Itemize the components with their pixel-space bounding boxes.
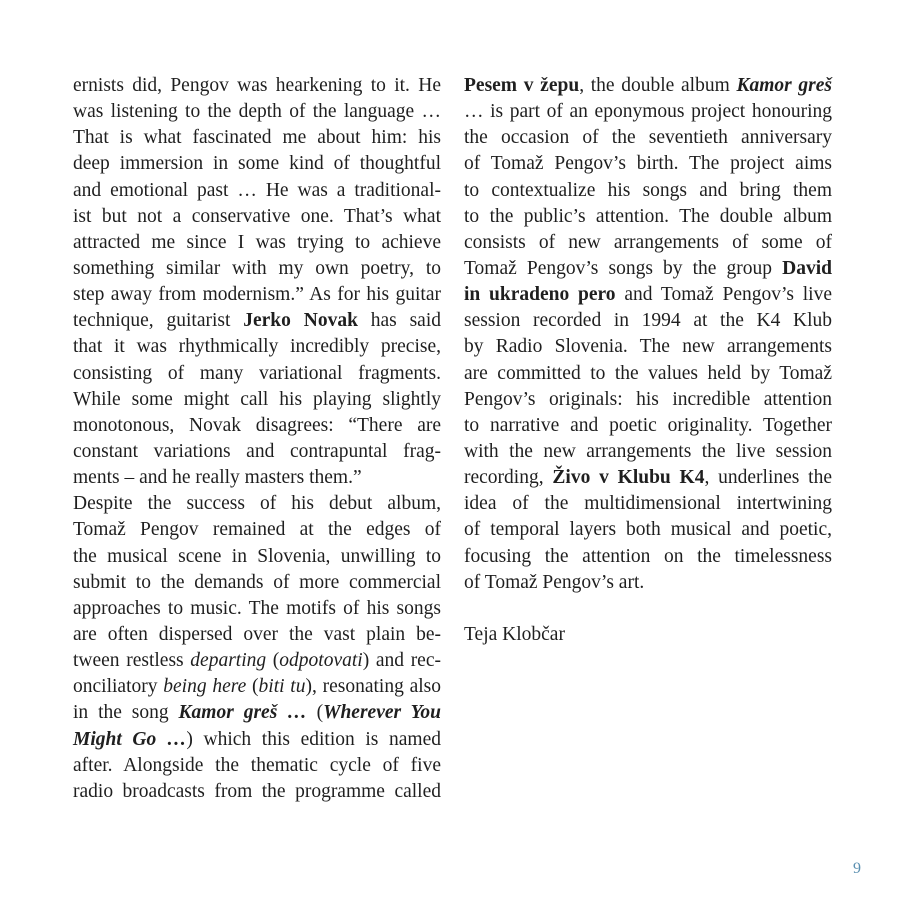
italic-term: being here: [163, 676, 247, 698]
text-run: That is what fascinated me about him: his: [73, 127, 441, 149]
text-run: of temporal layers both musical and poetic,: [464, 519, 832, 541]
right-text-column: [464, 73, 832, 648]
text-line: [73, 230, 441, 256]
text-line: [73, 570, 441, 596]
text-run: by Radio Slovenia. The new arrangements: [464, 336, 832, 358]
text-line: [464, 230, 832, 256]
text-line: [464, 99, 832, 125]
text-run: approaches to music. The motifs of his songs: [73, 597, 441, 619]
italic-term: biti tu: [258, 676, 306, 698]
text-line: [464, 308, 832, 334]
author-signature: [464, 622, 832, 648]
left-text-column: [73, 73, 441, 805]
text-run: recording,: [464, 467, 553, 489]
text-run: something similar with my own poetry, to: [73, 257, 441, 279]
text-run: with the new arrangements the live session: [464, 440, 832, 462]
text-line: [73, 361, 441, 387]
text-run: of Tomaž Pengov’s art.: [464, 571, 645, 593]
text-run: onciliatory: [73, 676, 164, 698]
text-run: consisting of many variational fragments.: [73, 362, 441, 384]
text-line: [464, 439, 832, 465]
blank-line: [464, 596, 832, 622]
text-run: submit to the demands of more commercial: [73, 571, 441, 593]
text-run: was listening to the depth of the language …: [73, 101, 441, 123]
text-line: [73, 282, 441, 308]
text-run: ist but not a conservative one. That’s what: [73, 205, 441, 227]
text-line: [73, 544, 441, 570]
text-line: [464, 544, 832, 570]
bold-name: David: [782, 257, 832, 279]
bold-name: in ukradeno pero: [464, 284, 616, 306]
text-run: session recorded in 1994 at the K4 Klub: [464, 310, 832, 332]
text-line: [73, 387, 441, 413]
italic-term: departing: [190, 650, 267, 672]
text-line: [464, 73, 832, 99]
text-line: [464, 282, 832, 308]
text-run: Tomaž Pengov’s songs by the group: [464, 257, 783, 279]
text-run: (: [306, 702, 324, 724]
text-run: Pengov’s originals: his incredible attention: [464, 388, 832, 410]
text-line: [73, 308, 441, 334]
text-run: ) and rec-: [362, 650, 441, 672]
text-line: [464, 570, 832, 596]
text-line: [464, 151, 832, 177]
text-run: tween restless: [73, 650, 191, 672]
text-run: of Tomaž Pengov’s birth. The project aims: [464, 153, 832, 175]
text-line: [73, 491, 441, 517]
text-run: radio broadcasts from the programme called: [73, 780, 441, 802]
text-line: [73, 753, 441, 779]
text-line: [73, 125, 441, 151]
text-line: [73, 727, 441, 753]
text-run: are committed to the values held by Tomaž: [464, 362, 832, 384]
text-run: and emotional past … He was a traditional-: [73, 179, 441, 201]
text-run: , underlines the: [704, 467, 832, 489]
text-run: in the song: [73, 702, 179, 724]
text-line: [73, 178, 441, 204]
text-run: Despite the success of his debut album,: [73, 493, 441, 515]
text-run: idea of the multidimensional intertwining: [464, 493, 832, 515]
text-line: [464, 178, 832, 204]
text-line: [464, 517, 832, 543]
text-run: constant variations and contrapuntal frag-: [73, 440, 441, 462]
text-line: [73, 779, 441, 805]
text-run: Tomaž Pengov remained at the edges of: [73, 519, 441, 541]
text-run: the musical scene in Slovenia, unwilling to: [73, 545, 441, 567]
text-line: [73, 596, 441, 622]
text-run: that it was rhythmically incredibly precise,: [73, 336, 441, 358]
text-run: focusing the attention on the timelessness: [464, 545, 832, 567]
text-run: are often dispersed over the vast plain be-: [73, 623, 441, 645]
text-line: [464, 465, 832, 491]
text-line: [73, 622, 441, 648]
text-line: [464, 361, 832, 387]
page-number: 9: [853, 860, 861, 877]
text-line: [73, 517, 441, 543]
text-line: [73, 413, 441, 439]
text-run: technique, guitarist: [73, 310, 244, 332]
text-run: to the public’s attention. The double album: [464, 205, 832, 227]
bold-italic-title: Might Go …: [73, 728, 187, 750]
text-run: Teja Klobčar: [464, 623, 565, 645]
text-run: ernists did, Pengov was hearkening to it. He: [73, 75, 441, 96]
text-run: deep immersion in some kind of thoughtful: [73, 153, 441, 175]
text-run: has said: [357, 310, 441, 332]
text-run: the occasion of the seventieth anniversary: [464, 127, 832, 149]
text-line: [73, 700, 441, 726]
text-run: consists of new arrangements of some of: [464, 231, 832, 253]
bold-italic-title: Kamor greš: [736, 75, 832, 96]
text-run: to contextualize his songs and bring them: [464, 179, 832, 201]
text-line: [464, 491, 832, 517]
text-line: [73, 648, 441, 674]
text-line: [73, 204, 441, 230]
text-run: ), resonating also: [305, 676, 442, 698]
text-run: step away from modernism.” As for his guitar: [73, 284, 441, 306]
bold-italic-title: Kamor greš …: [178, 702, 307, 724]
italic-term: odpotovati: [279, 650, 363, 672]
text-line: [73, 99, 441, 125]
text-line: [464, 413, 832, 439]
text-line: [73, 334, 441, 360]
bold-name: Pesem v žepu: [464, 75, 580, 96]
text-run: (: [246, 676, 259, 698]
text-line: [73, 465, 441, 491]
text-line: [73, 674, 441, 700]
text-line: [73, 439, 441, 465]
text-line: [464, 125, 832, 151]
text-run: (: [266, 650, 280, 672]
text-line: [73, 151, 441, 177]
text-line: [464, 204, 832, 230]
text-run: ) which this edition is named: [186, 728, 441, 750]
bold-name: Jerko Novak: [243, 310, 358, 332]
text-line: [73, 256, 441, 282]
text-run: monotonous, Novak disagrees: “There are: [73, 414, 441, 436]
bold-italic-title: Wherever You: [323, 702, 441, 724]
text-run: attracted me since I was trying to achieve: [73, 231, 441, 253]
text-line: [464, 387, 832, 413]
text-line: [73, 73, 441, 99]
text-run: , the double album: [579, 75, 737, 96]
text-run: to narrative and poetic originality. Together: [464, 414, 832, 436]
text-run: While some might call his playing slightly: [73, 388, 441, 410]
text-line: [464, 334, 832, 360]
bold-name: Živo v Klubu K4: [552, 467, 705, 489]
text-run: … is part of an eponymous project honouring: [464, 101, 832, 123]
text-run: and Tomaž Pengov’s live: [615, 284, 832, 306]
text-run: ments – and he really masters them.”: [73, 467, 362, 489]
text-line: [464, 256, 832, 282]
text-run: after. Alongside the thematic cycle of five: [73, 754, 441, 776]
